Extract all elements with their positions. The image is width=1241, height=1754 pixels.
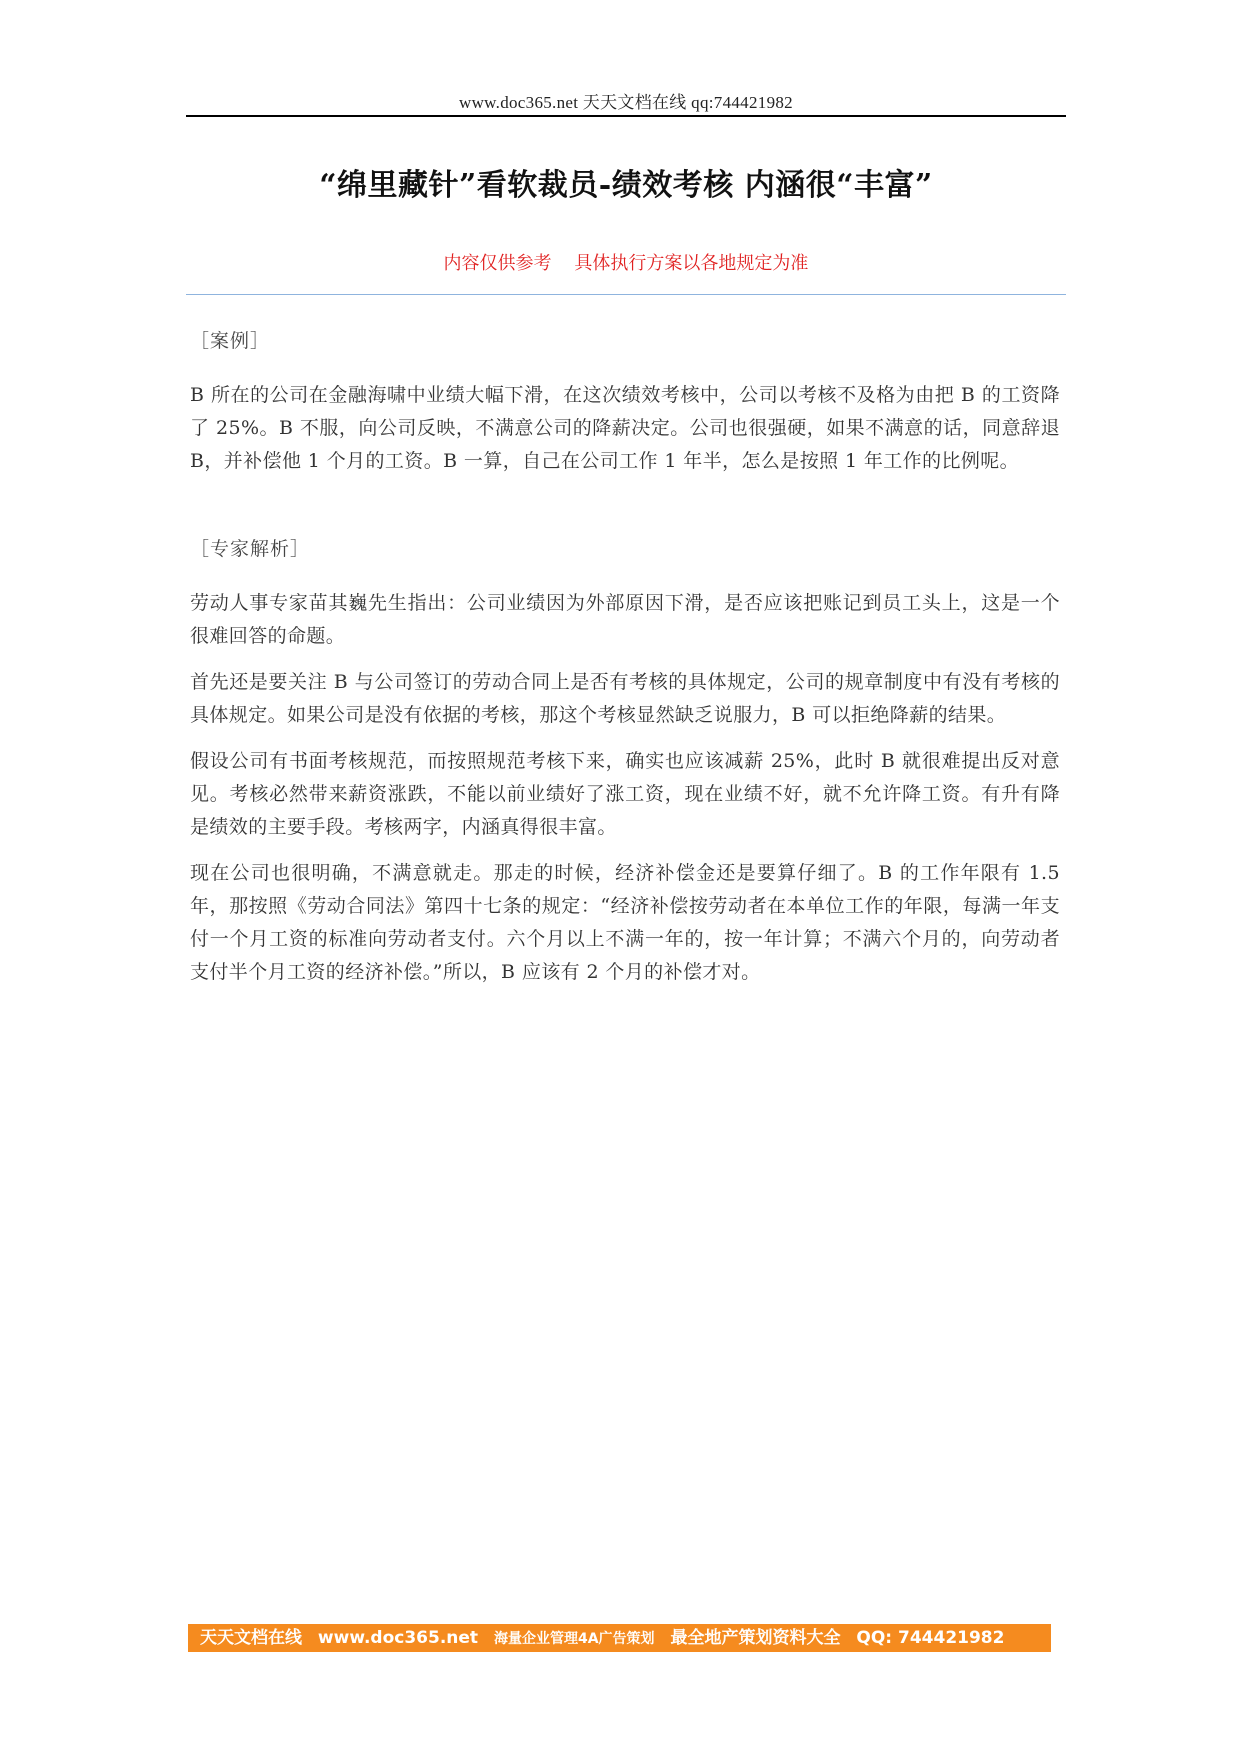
document-body <box>190 325 1060 1002</box>
footer-site-name: 天天文档在线 <box>200 1628 302 1648</box>
footer-ad-banner[interactable] <box>188 1624 1051 1652</box>
footer-url[interactable]: www.doc365.net <box>317 1628 479 1648</box>
section-spacer <box>190 491 1060 533</box>
analysis-section <box>190 533 1060 989</box>
disclaimer-text: 内容仅供参考 具体执行方案以各地规定为准 <box>443 253 809 274</box>
footer-qq: QQ: 744421982 <box>856 1628 1005 1648</box>
analysis-paragraph-1: 劳动人事专家苗其巍先生指出：公司业绩因为外部原因下滑，是否应该把账记到员工头上，这是一个很难回答的命题。 <box>190 592 1060 647</box>
title-divider <box>186 294 1066 295</box>
footer-tagline-2: 最全地产策划资料大全 <box>670 1628 841 1648</box>
footer-tagline-1: 海量企业管理4A广告策划 <box>493 1631 655 1647</box>
case-heading: ［案例］ <box>190 330 271 352</box>
case-paragraph: B 所在的公司在金融海啸中业绩大幅下滑，在这次绩效考核中，公司以考核不及格为由把 B 的工资降了 25%。B 不服，向公司反映，不满意公司的降薪决定。公司也很强硬，如果不满意的话，同意辞退 B，并补偿他 1 个月的工资。B 一算，自己在公司工作 1 年半，怎么是按照 1 年工作的比例呢。 <box>190 384 1060 472</box>
header-divider <box>186 115 1066 117</box>
case-section <box>190 325 1060 478</box>
analysis-paragraph-4: 现在公司也很明确，不满意就走。那走的时候，经济补偿金还是要算仔细了。B 的工作年限有 1.5 年，那按照《劳动合同法》第四十七条的规定：“经济补偿按劳动者在本单位工作的年限，每满一年支付一个月工资的标准向劳动者支付。六个月以上不满一年的，按一年计算；不满六个月的，向劳动者支付半个月工资的经济补偿。”所以，B 应该有 2 个月的补偿才对。 <box>190 862 1060 983</box>
page-header: www.doc365.net 天天文档在线 qq:744421982 <box>459 93 793 112</box>
document-title: “绵里藏针”看软裁员-绩效考核 内涵很“丰富” <box>319 168 933 203</box>
analysis-paragraph-3: 假设公司有书面考核规范，而按照规范考核下来，确实也应该减薪 25%，此时 B 就很难提出反对意见。考核必然带来薪资涨跌，不能以前业绩好了涨工资，现在业绩不好，就不允许降工资。有升有降是绩效的主要手段。考核两字，内涵真得很丰富。 <box>190 750 1060 838</box>
analysis-paragraph-2: 首先还是要关注 B 与公司签订的劳动合同上是否有考核的具体规定，公司的规章制度中有没有考核的具体规定。如果公司是没有依据的考核，那这个考核显然缺乏说服力，B 可以拒绝降薪的结果。 <box>190 671 1060 726</box>
analysis-heading: ［专家解析］ <box>190 538 311 560</box>
